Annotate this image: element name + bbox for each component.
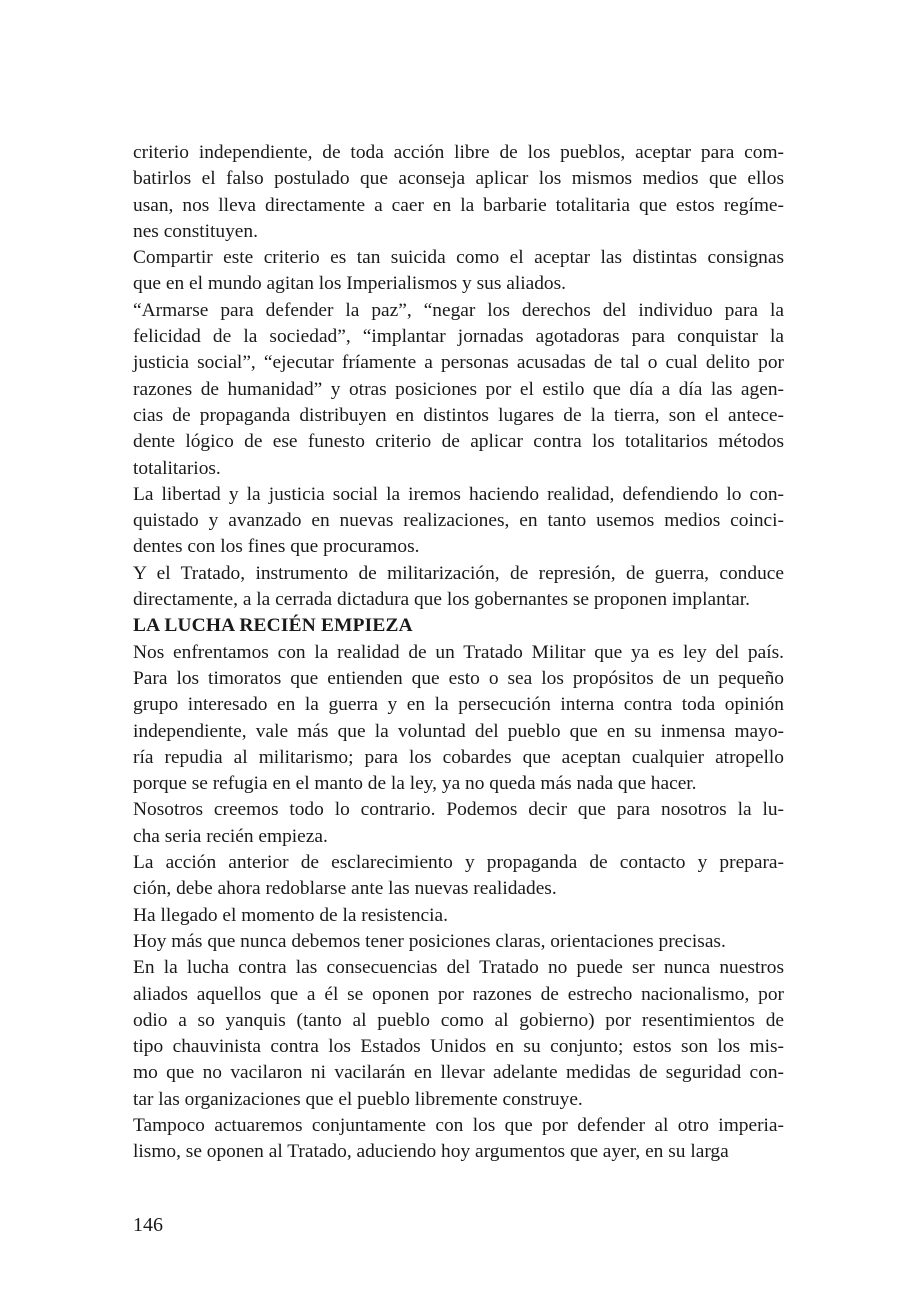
text-line: independiente, vale más que la voluntad del pueblo que en su inmensa mayo-: [133, 720, 784, 742]
paragraph: [133, 955, 784, 1113]
paragraph: [133, 561, 784, 614]
section-heading: LA LUCHA RECIÉN EMPIEZA: [133, 615, 413, 637]
text-line: La libertad y la justicia social la iremos haciendo realidad, defendiendo lo con-: [133, 483, 784, 505]
text-line: cias de propaganda distribuyen en distintos lugares de la tierra, son el antece-: [133, 404, 784, 426]
text-line: lismo, se oponen al Tratado, aduciendo hoy argumentos que ayer, en su larga: [133, 1141, 729, 1163]
text-line: que en el mundo agitan los Imperialismos y sus aliados.: [133, 273, 566, 295]
text-line: tipo chauvinista contra los Estados Unidos en su conjunto; estos son los mis-: [133, 1036, 784, 1058]
paragraph: [133, 1113, 784, 1166]
text-line: criterio independiente, de toda acción libre de los pueblos, aceptar para com-: [133, 142, 784, 163]
text-line: tar las organizaciones que el pueblo libremente construye.: [133, 1088, 583, 1110]
text-line: La acción anterior de esclarecimiento y propaganda de contacto y prepara-: [133, 852, 784, 874]
text-line: Ha llegado el momento de la resistencia.: [133, 904, 448, 926]
paragraph: [133, 140, 784, 245]
paragraph: [133, 640, 784, 798]
text-line: Nos enfrentamos con la realidad de un Tratado Militar que ya es ley del país.: [133, 641, 784, 663]
text-line: porque se refugia en el manto de la ley, ya no queda más nada que hacer.: [133, 773, 697, 795]
text-line: Tampoco actuaremos conjuntamente con los que por defender al otro imperia-: [133, 1114, 784, 1136]
text-line: totalitarios.: [133, 457, 221, 479]
text-line: odio a so yanquis (tanto al pueblo como al gobierno) por resentimientos de: [133, 1009, 784, 1031]
text-line: nes constituyen.: [133, 220, 258, 242]
text-line: En la lucha contra las consecuencias del Tratado no puede ser nunca nuestros: [133, 957, 784, 979]
paragraph: [133, 797, 784, 850]
paragraph: [133, 929, 784, 955]
text-line: dentes con los fines que procuramos.: [133, 536, 420, 558]
paragraph: [133, 245, 784, 298]
text-line: Para los timoratos que entienden que esto o sea los propósitos de un pequeño: [133, 667, 784, 689]
text-line: ría repudia al militarismo; para los cobardes que aceptan cualquier atropello: [133, 746, 784, 768]
text-line: dente lógico de ese funesto criterio de aplicar contra los totalitarios métodos: [133, 431, 784, 453]
paragraph: [133, 482, 784, 561]
text-line: grupo interesado en la guerra y en la persecución interna contra toda opinión: [133, 694, 784, 716]
text-block-after-heading: [133, 640, 784, 1166]
text-line: usan, nos lleva directamente a caer en la barbarie totalitaria que estos regíme-: [133, 194, 784, 216]
page-number: 146: [133, 1214, 163, 1236]
page-body: [133, 140, 784, 1166]
text-block-before-heading: [133, 140, 784, 613]
text-line: felicidad de la sociedad”, “implantar jornadas agotadoras para conquistar la: [133, 326, 784, 348]
text-line: Y el Tratado, instrumento de militarización, de represión, de guerra, conduce: [133, 562, 784, 584]
text-line: directamente, a la cerrada dictadura que los gobernantes se proponen implantar.: [133, 589, 751, 611]
text-line: Nosotros creemos todo lo contrario. Podemos decir que para nosotros la lu-: [133, 799, 784, 821]
paragraph: [133, 298, 784, 482]
text-line: justicia social”, “ejecutar fríamente a personas acusadas de tal o cual delito por: [133, 352, 784, 374]
text-line: mo que no vacilaron ni vacilarán en llevar adelante medidas de seguridad con-: [133, 1062, 784, 1084]
text-line: quistado y avanzado en nuevas realizaciones, en tanto usemos medios coinci-: [133, 510, 784, 532]
text-line: Compartir este criterio es tan suicida como el aceptar las distintas consignas: [133, 247, 784, 269]
text-line: Hoy más que nunca debemos tener posiciones claras, orientaciones precisas.: [133, 930, 726, 952]
text-line: cha seria recién empieza.: [133, 825, 328, 847]
paragraph: [133, 850, 784, 903]
text-line: aliados aquellos que a él se oponen por razones de estrecho nacionalismo, por: [133, 983, 784, 1005]
text-line: razones de humanidad” y otras posiciones por el estilo que día a día las agen-: [133, 378, 784, 400]
text-line: “Armarse para defender la paz”, “negar los derechos del individuo para la: [133, 299, 784, 321]
paragraph: [133, 903, 784, 929]
text-line: batirlos el falso postulado que aconseja aplicar los mismos medios que ellos: [133, 168, 784, 190]
text-line: ción, debe ahora redoblarse ante las nuevas realidades.: [133, 878, 557, 900]
